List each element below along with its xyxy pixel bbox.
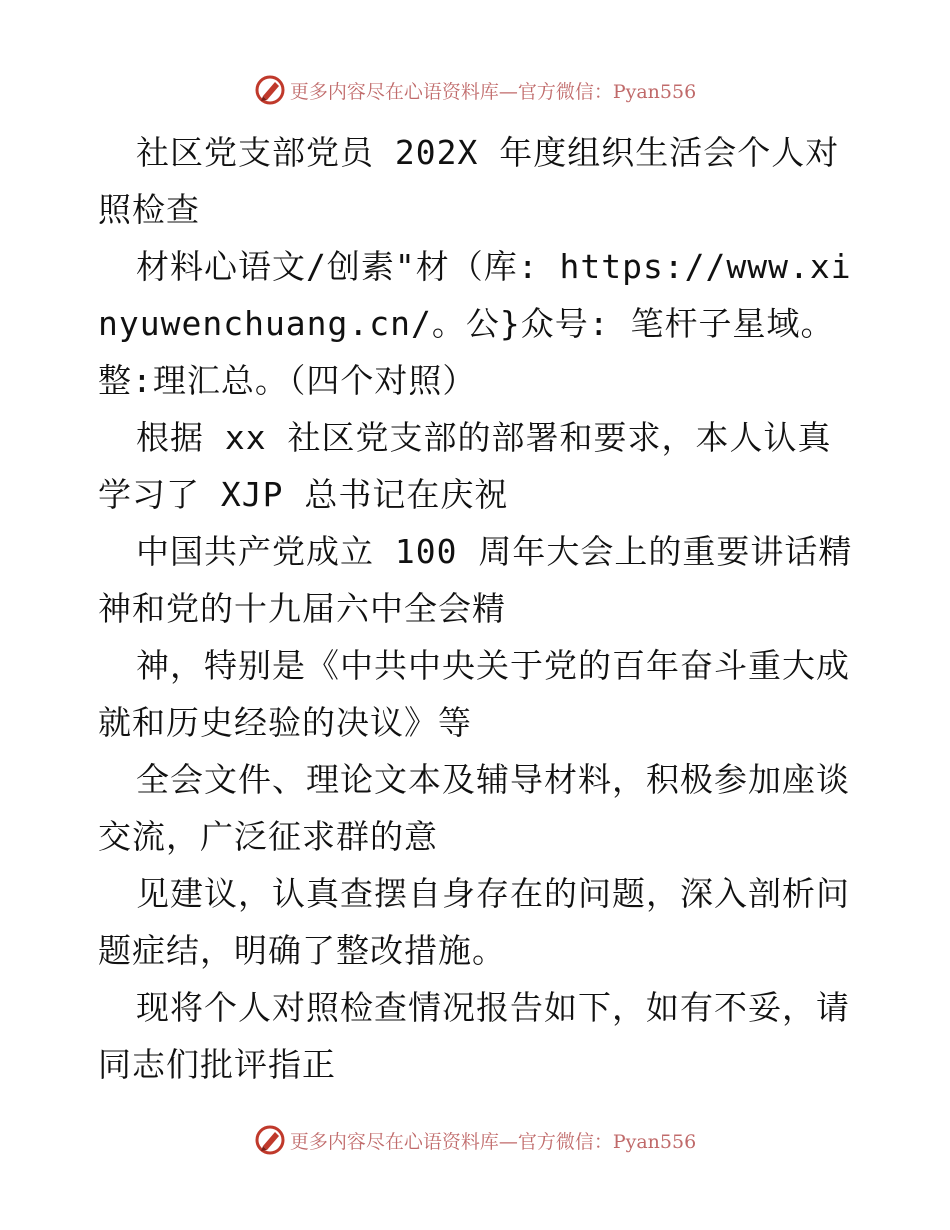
doc-title: 社区党支部党员 202X 年度组织生活会个人对照检查 <box>98 133 840 229</box>
banner-text <box>290 1127 696 1154</box>
body-paragraph: 神，特别是《中共中央关于党的百年奋斗重大成就和历史经验的决议》等 <box>98 646 850 742</box>
header-banner <box>0 70 950 110</box>
banner-separator: — <box>498 80 518 103</box>
banner-main-text: 更多内容尽在心语资料库 <box>289 80 499 103</box>
body-paragraph: 见建议，认真查摆自身存在的问题，深入剖析问题症结，明确了整改措施。 <box>98 874 850 970</box>
document-body <box>98 124 858 1093</box>
banner-separator: — <box>498 1130 518 1153</box>
footer-banner <box>0 1120 950 1160</box>
pen-logo-icon <box>254 74 286 106</box>
banner-wechat-text: 官方微信：Pyan556 <box>517 80 697 103</box>
body-paragraph: 中国共产党成立 100 周年大会上的重要讲话精神和党的十九届六中全会精 <box>98 532 853 628</box>
source-note: 材料心语文/创素"材（库: https://www.xinyuwenchuang.cn/。公}众号: 笔杆子星域。整:理汇总。（四个对照） <box>98 247 852 400</box>
banner-text <box>290 77 696 104</box>
banner-wechat-text: 官方微信：Pyan556 <box>517 1130 697 1153</box>
body-paragraph: 根据 xx 社区党支部的部署和要求，本人认真学习了 XJP 总书记在庆祝 <box>98 418 832 514</box>
pen-logo-icon <box>254 1124 286 1156</box>
body-paragraph: 现将个人对照检查情况报告如下，如有不妥，请同志们批评指正 <box>98 988 850 1084</box>
body-paragraph: 全会文件、理论文本及辅导材料，积极参加座谈交流，广泛征求群的意 <box>98 760 850 856</box>
banner-main-text: 更多内容尽在心语资料库 <box>289 1130 499 1153</box>
